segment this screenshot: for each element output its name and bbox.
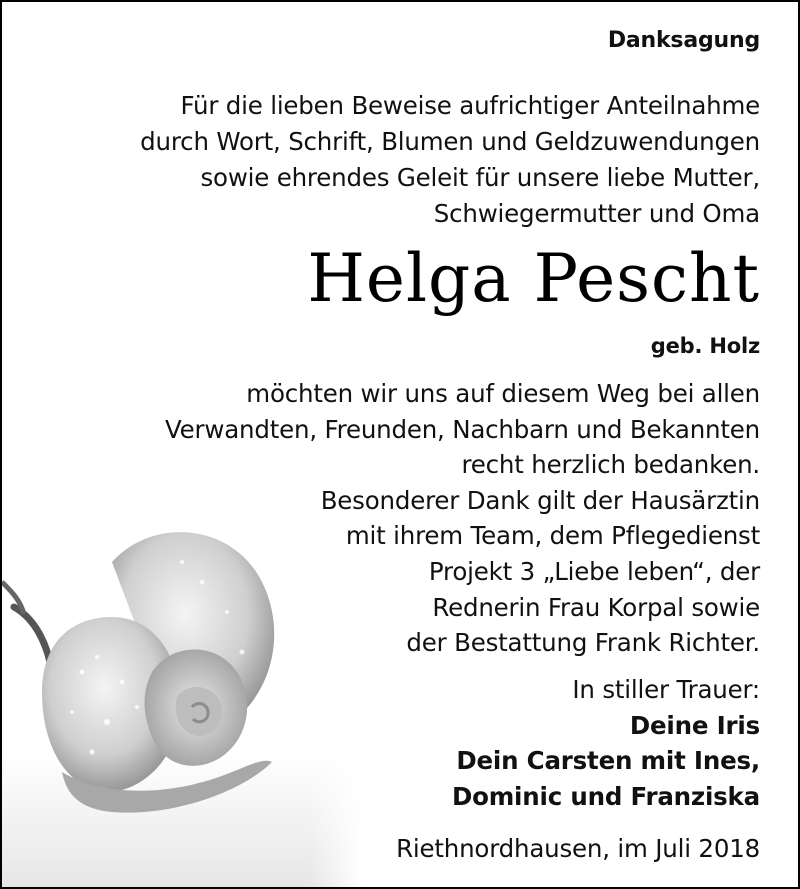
mourning-intro: In stiller Trauer:	[572, 675, 760, 704]
maiden-name: geb. Holz	[650, 334, 760, 358]
intro-line: Schwiegermutter und Oma	[433, 199, 760, 228]
body-line: der Bestattung Frank Richter.	[406, 628, 760, 658]
deceased-name: Helga Pescht	[307, 240, 760, 317]
intro-text	[140, 88, 760, 232]
body-line: Besonderer Dank gilt der Hausärztin	[320, 485, 760, 515]
intro-line: sowie ehrendes Geleit für unsere liebe Mutter,	[200, 163, 760, 192]
thanks-text	[165, 376, 760, 661]
body-line: mit ihrem Team, dem Pflegedienst	[345, 521, 760, 551]
intro-line: Für die lieben Beweise aufrichtiger Anteilnahme	[180, 91, 760, 120]
mourner-name: Dein Carsten mit Ines,	[456, 746, 760, 776]
mourners-block	[452, 672, 760, 814]
mourner-name: Deine Iris	[629, 710, 760, 740]
body-line: Projekt 3 „Liebe leben“, der	[428, 556, 760, 586]
body-line: möchten wir uns auf diesem Weg bei allen	[246, 379, 760, 408]
body-line: Verwandten, Freunden, Nachbarn und Bekannten	[165, 414, 760, 444]
body-line: recht herzlich bedanken.	[461, 450, 760, 480]
place-date: Riethnordhausen, im Juli 2018	[396, 834, 760, 863]
body-line: Rednerin Frau Korpal sowie	[432, 592, 760, 622]
notice-heading: Danksagung	[607, 28, 760, 53]
mourner-name: Dominic und Franziska	[451, 781, 760, 811]
intro-line: durch Wort, Schrift, Blumen und Geldzuwendungen	[140, 127, 760, 156]
